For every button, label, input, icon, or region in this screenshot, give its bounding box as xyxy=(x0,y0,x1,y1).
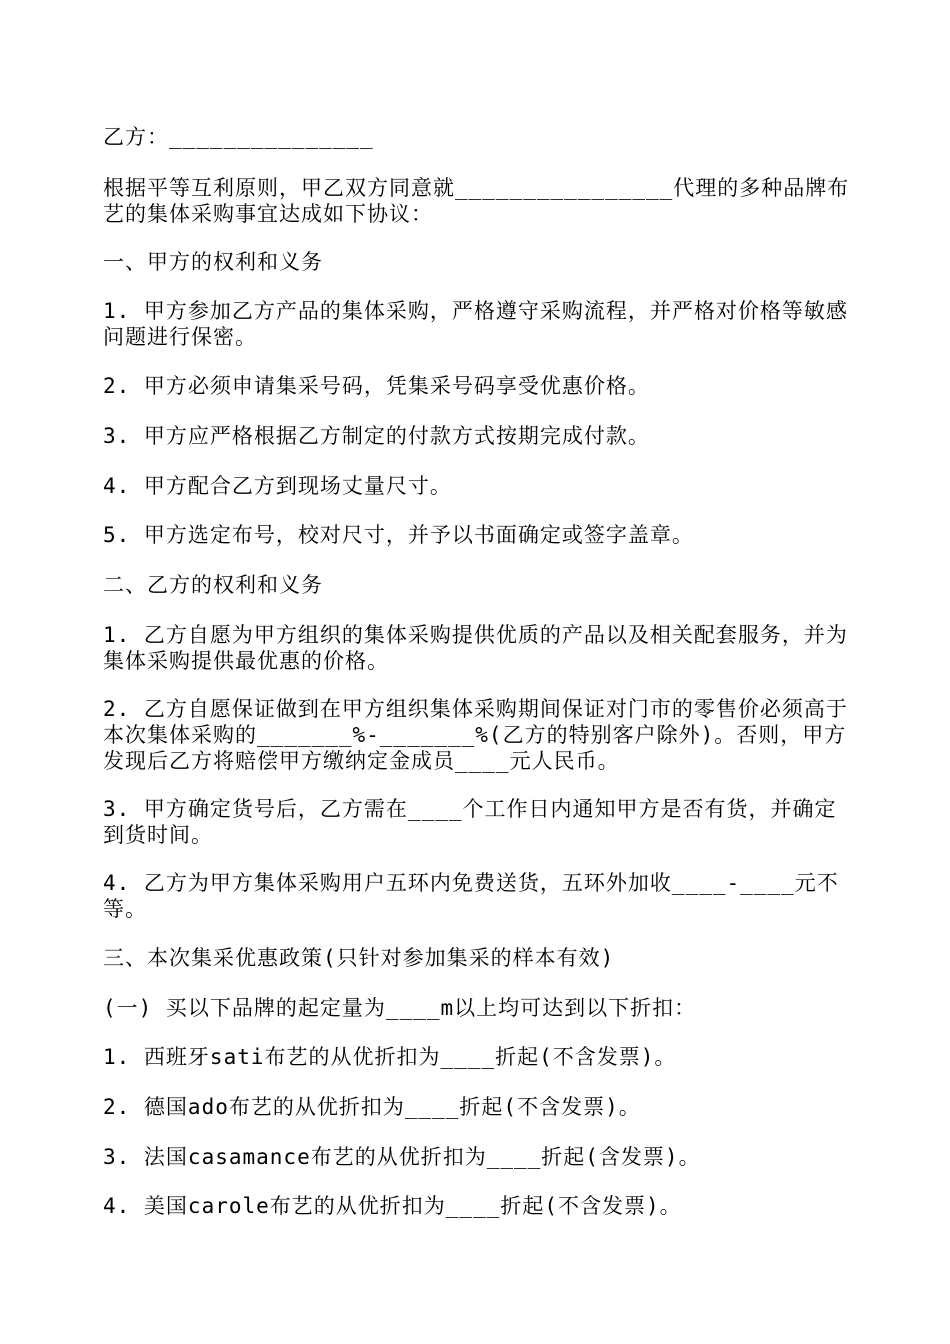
section-1-item-2: 2. 甲方必须申请集采号码，凭集采号码享受优惠价格。 xyxy=(103,374,650,398)
section-3-item-3: 3. 法国casamance布艺的从优折扣为____折起(含发票)。 xyxy=(103,1145,701,1169)
section-1-item-3: 3. 甲方应严格根据乙方制定的付款方式按期完成付款。 xyxy=(103,424,650,448)
section-2-item-4: 4. 乙方为甲方集体采购用户五环内免费送货，五环外加收____-____元不等。 xyxy=(103,871,839,921)
section-3-item-4: 4. 美国carole布艺的从优折扣为____折起(不含发票)。 xyxy=(103,1194,682,1218)
section-3-item-1: 1. 西班牙sati布艺的从优折扣为____折起(不含发票)。 xyxy=(103,1045,677,1069)
section-1-item-4: 4. 甲方配合乙方到现场丈量尺寸。 xyxy=(103,474,452,498)
section-3-subheading: (一) 买以下品牌的起定量为____m以上均可达到以下折扣： xyxy=(103,996,697,1020)
section-2-item-1: 1. 乙方自愿为甲方组织的集体采购提供优质的产品以及相关配套服务，并为集体采购提供最优惠的价格。 xyxy=(103,623,848,673)
section-3-item-2: 2. 德国ado布艺的从优折扣为____折起(不含发票)。 xyxy=(103,1095,641,1119)
section-1-item-1: 1. 甲方参加乙方产品的集体采购，严格遵守采购流程，并严格对价格等敏感问题进行保密。 xyxy=(103,299,848,349)
section-2-item-3: 3. 甲方确定货号后，乙方需在____个工作日内通知甲方是否有货，并确定到货时间。 xyxy=(103,797,837,847)
section-1-item-5: 5. 甲方选定布号，校对尺寸，并予以书面确定或签字盖章。 xyxy=(103,523,694,547)
section-1-heading: 一、甲方的权利和义务 xyxy=(103,250,323,274)
section-3-heading: 三、本次集采优惠政策(只针对参加集采的样本有效) xyxy=(103,946,615,970)
intro-paragraph: 根据平等互利原则，甲乙双方同意就________________代理的多种品牌布艺的集体采购事宜达成如下协议： xyxy=(103,176,850,226)
section-2-heading: 二、乙方的权利和义务 xyxy=(103,573,323,597)
party-b-line: 乙方：_______________ xyxy=(103,125,374,149)
section-2-item-2: 2. 乙方自愿保证做到在甲方组织集体采购期间保证对门市的零售价必须高于本次集体采购的_______%-_______%(乙方的特别客户除外)。否则，甲方发现后乙方将赔偿甲方缴纳定金成员____元人民币。 xyxy=(103,697,848,773)
